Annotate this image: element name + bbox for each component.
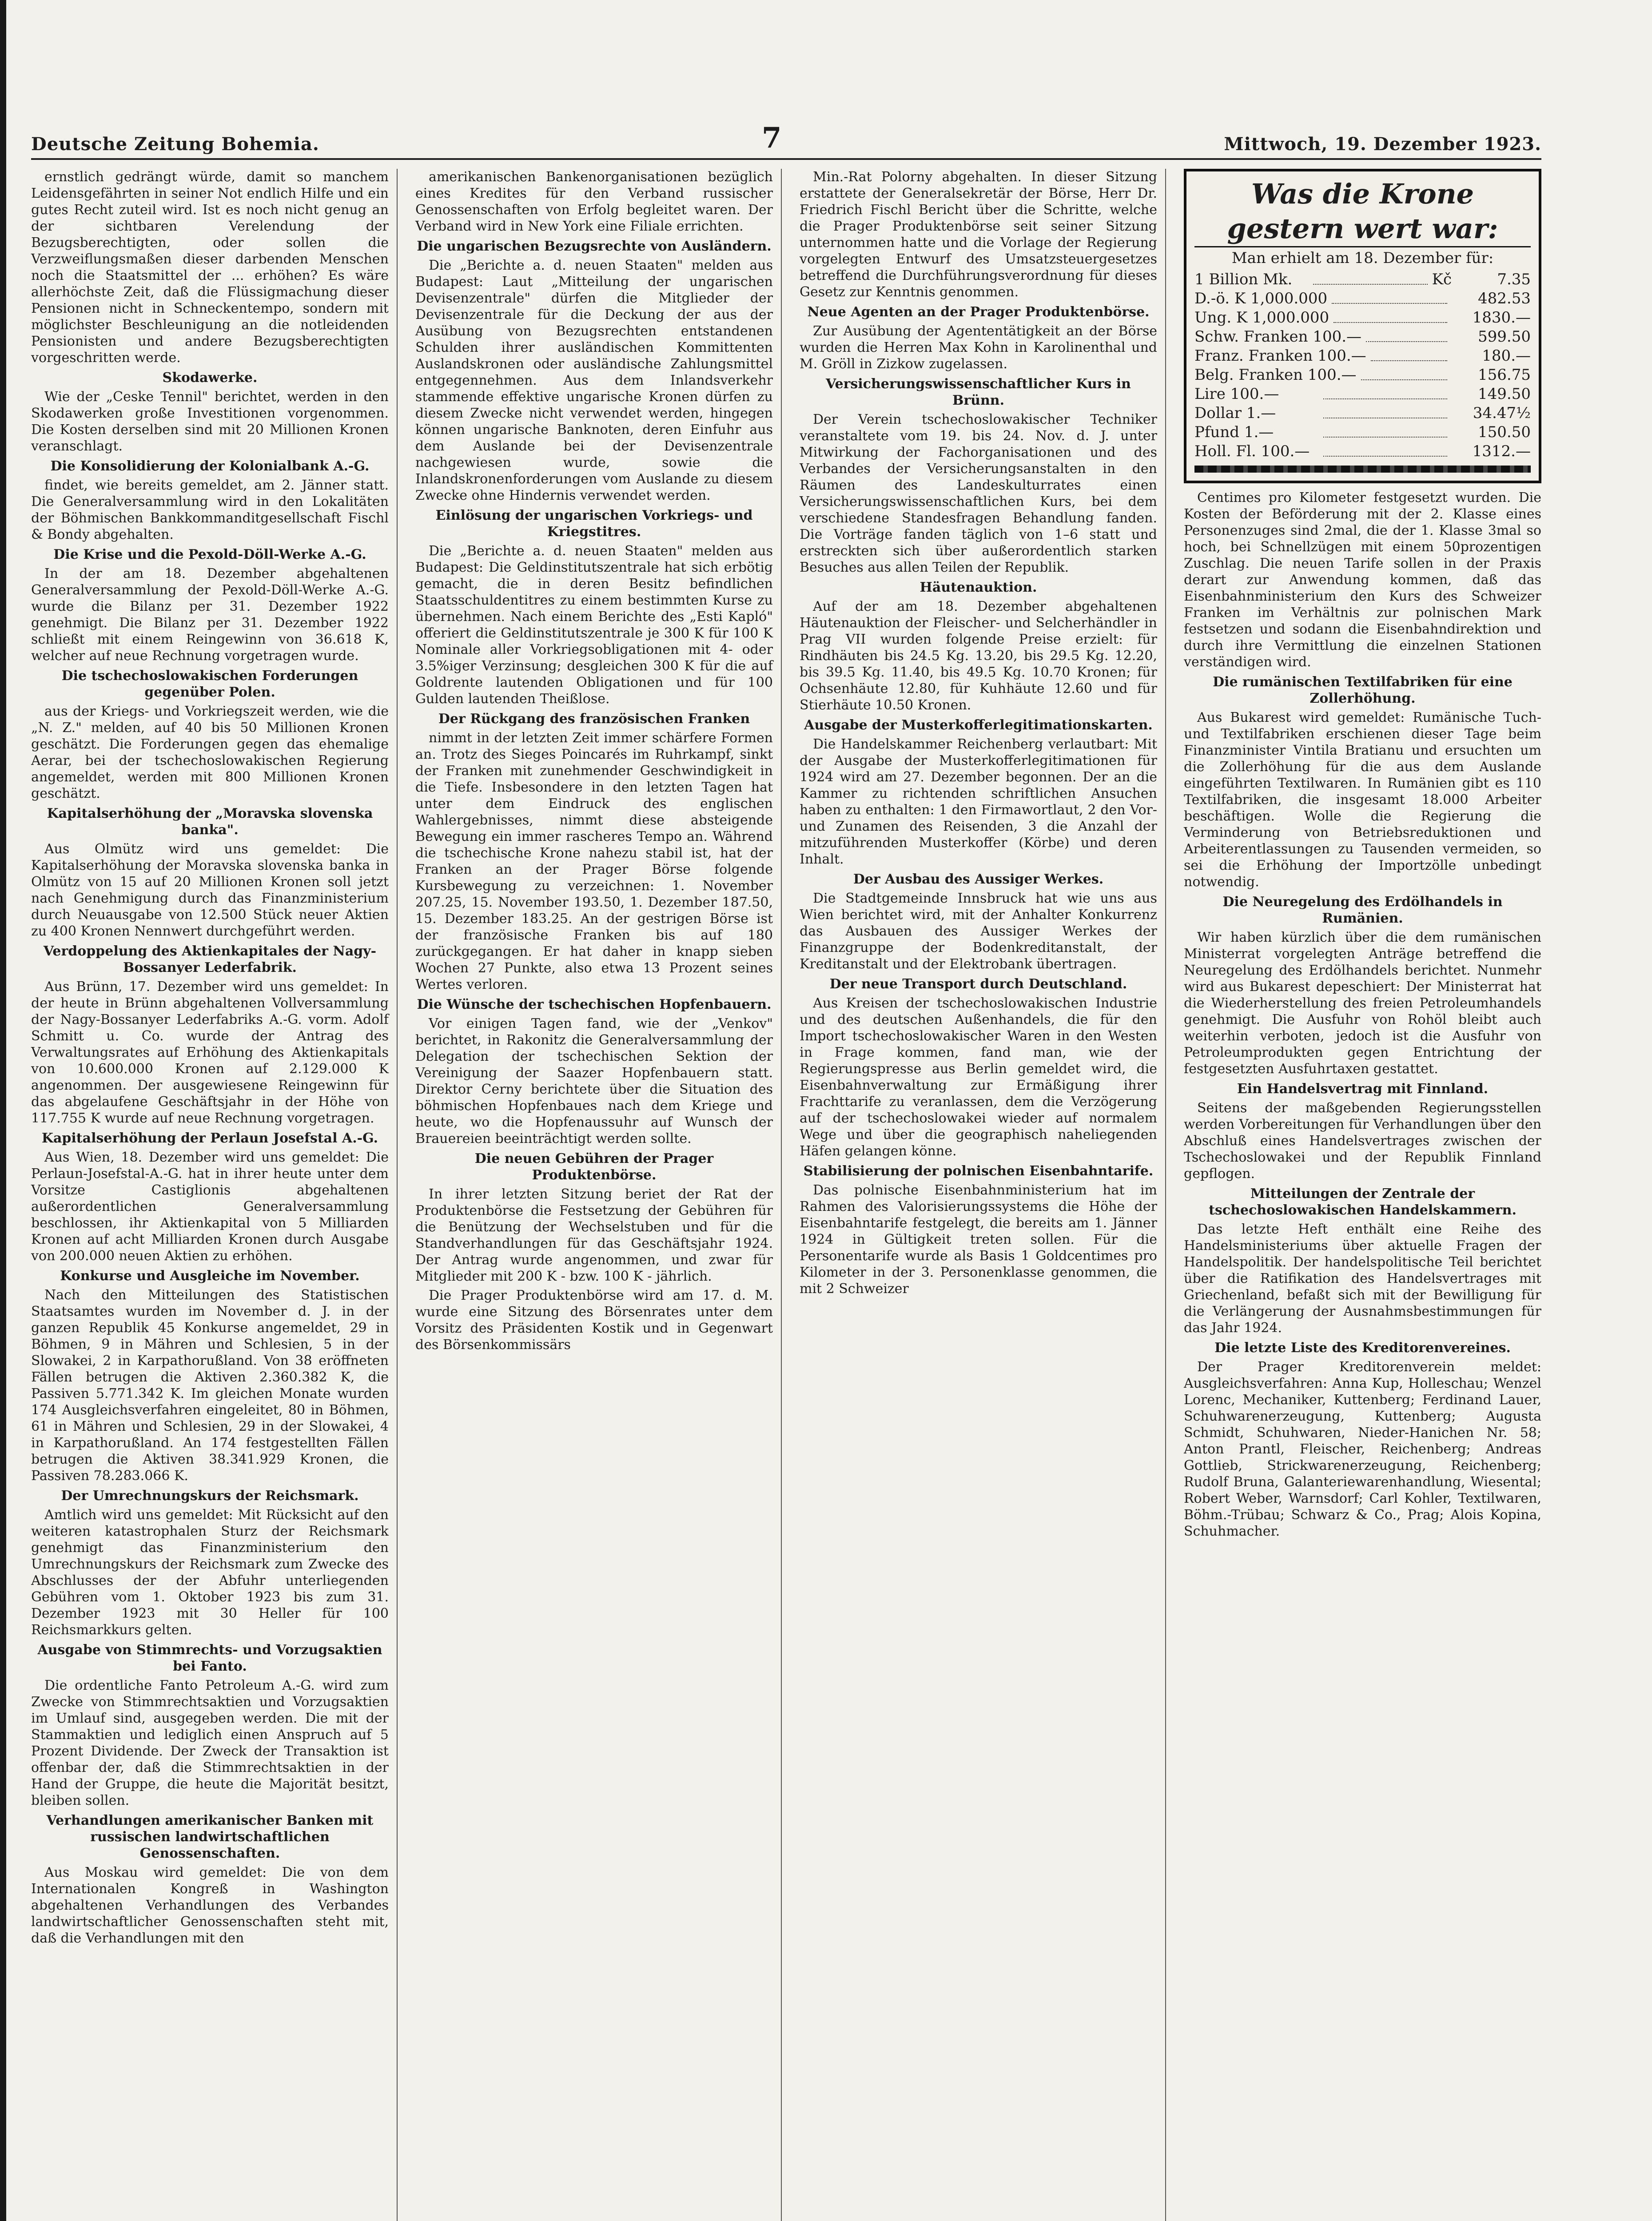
article-heading: Häutenauktion. — [920, 580, 1037, 595]
article-paragraph: Der Prager Kreditorenverein meldet: Ausgleichsverfahren: Anna Kup, Holleschau; Wenzel Lorenc, Mechaniker, Kuttenberg; Ferdinand Lauer, Schuhwarenerzeugung, Kuttenberg; Augusta Schmidt, Schuhwaren, Nieder-Hanichen Nr. 58; Anton Prantl, Fleischer, Reichenberg; Andreas Gottlieb, Strickwarenerzeugung, Reichenberg; Rudolf Bruna, Galanteriewarenhandlung, Wiesental; Robert Weber, Warnsdorf; Carl Kohler, Textilwaren, Böhm.-Trübau; Schwarz & Co., Prag; Alois Kopina, Schuhmacher. — [1184, 1359, 1541, 1539]
leader-dots — [1313, 270, 1427, 285]
article-paragraph: amerikanischen Bankenorganisationen bezüglich eines Kredites für den Verband russischer Genossenschaften von Erfolg begleitet waren. Der Verband wird in New York eine Filiale errichten. — [415, 169, 773, 234]
exchange-rate-row — [1194, 423, 1531, 442]
leader-dots — [1323, 404, 1448, 418]
article-paragraph: Aus Olmütz wird uns gemeldet: Die Kapitalserhöhung der Moravska slovenska banka in Olmütz von 15 auf 20 Millionen Kronen soll jetzt nach Genehmigung durch das Finanzministerium durch Neuausgabe von 12.500 Stück neuer Aktien zu 400 Kronen Nennwert durchgeführt werden. — [31, 841, 389, 939]
article-paragraph: Aus Bukarest wird gemeldet: Rumänische Tuch- und Textilfabriken erschienen dieser Tage beim Finanzminister Vintila Bratianu und ersuchten um die Zollerhöhung für die aus dem Auslande eingeführten Textilwaren. In Rumänien gibt es 110 Textilfabriken, die insgesamt 18.000 Arbeiter beschäftigen. Wolle die Regierung die Verminderung von Betriebsreduktionen und Arbeiterentlassungen zu Tausenden vermeiden, so sei die Erhöhung der Importzölle unbedingt notwendig. — [1184, 710, 1541, 890]
article-paragraph: aus der Kriegs- und Vorkriegszeit werden, wie die „N. Z." melden, auf 40 bis 50 Millionen Kronen geschätzt. Die Forderungen gegen das ehemalige Aerar, bei der tschechoslowakischen Regierung angemeldet, werden mit 800 Millionen Kronen geschätzt. — [31, 704, 389, 801]
article-paragraph: Aus Wien, 18. Dezember wird uns gemeldet: Die Perlaun-Josefstal-A.-G. hat in ihrer heute unter dem Vorsitze Castiglionis abgehaltenen außerordentlichen Generalversammlung beschlossen, ihr Aktienkapital von 5 Milliarden Kronen auf acht Milliarden Kronen durch Ausgabe von 200.000 neuen Aktien zu erhöhen. — [31, 1150, 389, 1264]
leader-dots — [1332, 289, 1447, 304]
exchange-rate-row — [1194, 270, 1531, 289]
currency-label: Franz. Franken 100.— — [1194, 347, 1366, 365]
article-heading: Verhandlungen amerikanischer Banken mit russischen landwirtschaftlichen Genossenschaften. — [46, 1813, 374, 1861]
article-heading: Konkurse und Ausgleiche im November. — [60, 1268, 360, 1284]
exchange-rate-row — [1194, 442, 1531, 461]
article-heading: Kapitalserhöhung der „Moravska slovenska banka". — [47, 806, 373, 838]
currency-label: Schw. Franken 100.— — [1194, 328, 1362, 346]
article-heading: Die rumänischen Textilfabriken für eine Zollerhöhung. — [1213, 674, 1513, 706]
exchange-rate-value: 599.50 — [1478, 328, 1531, 346]
leader-dots — [1323, 442, 1448, 457]
article-paragraph: Die „Berichte a. d. neuen Staaten" melden aus Budapest: Die Geldinstitutszentrale hat sich erbötig gemacht, die in deren Besitz befindlichen Staatsschuldentitres zu einem bestimmten Kurse zu übernehmen. Nach einem Berichte des „Esti Kapló" offeriert die Geldinstitutszentrale je 300 K für 100 K Nominale aller Vorkriegsobligationen mit 4- oder 3.5%iger Verzinsung; desgleichen 300 K für die auf Goldrente lautenden Obligationen und für 100 Gulden lautenden Theißlose. — [415, 543, 773, 707]
article-heading: Neue Agenten an der Prager Produktenbörse. — [807, 304, 1150, 320]
exchange-rate-value: 482.53 — [1478, 290, 1531, 307]
article-columns — [31, 169, 1541, 2221]
currency-label: 1 Billion Mk. — [1194, 271, 1293, 288]
article-paragraph: Wie der „Ceske Tennil" berichtet, werden in den Skodawerken große Investitionen vorgenommen. Die Kosten derselben sind mit 20 Millionen Kronen veranschlagt. — [31, 389, 389, 454]
column-2 — [415, 169, 782, 2221]
column-1 — [31, 169, 398, 2221]
column-4-text — [1184, 490, 1541, 1540]
article-paragraph: Die „Berichte a. d. neuen Staaten" melden aus Budapest: Laut „Mitteilung der ungarischen Devisenzentrale" dürfen die Mitglieder der Devisenzentrale für die Deckung der aus der Ausübung von Bezugsrechten entstandenen Schulden ihrer ausländischen Kommittenten Auslandskronen oder ausländische Zahlungsmittel entgegennehmen. Aus dem Inlandsverkehr stammende effektive ungarische Kronen dürfen zu diesem Zwecke nicht verwendet werden, hingegen können ungarische Banknoten, deren Einfuhr aus dem Auslande bei der Devisenzentrale nachgewiesen wurde, sowie die Inlandskronenforderungen vom Auslande zu diesem Zwecke ohne Hindernis verwendet werden. — [415, 258, 773, 503]
article-paragraph: Amtlich wird uns gemeldet: Mit Rücksicht auf den weiteren katastrophalen Sturz der Reichsmark genehmigt das Finanzministerium den Umrechnungskurs der Reichsmark zum Zwecke des Abschlusses der der Abfuhr unterliegenden Gebühren vom 1. Oktober 1923 bis zum 31. Dezember 1923 mit 30 Heller für 100 Reichsmarkkurs gelten. — [31, 1507, 389, 1638]
leader-dots — [1361, 366, 1447, 380]
exchange-rate-value: 1312.— — [1472, 442, 1531, 460]
article-heading: Ausgabe der Musterkofferlegitimationskarten. — [804, 717, 1153, 733]
exchange-rate-title: Was die Krone gestern wert war: — [1194, 177, 1531, 247]
article-heading: Die Konsolidierung der Kolonialbank A.-G. — [50, 458, 370, 474]
currency-label: Holl. Fl. 100.— — [1194, 442, 1310, 460]
article-paragraph: Centimes pro Kilometer festgesetzt wurden. Die Kosten der Beförderung mit der 2. Klasse eines Personenzuges sind 2mal, die der 1. Klasse 3mal so hoch, bei Schnellzügen mit einem 50prozentigen Zuschlag. Die neuen Tarife sollen in der Praxis derart zur Anwendung kommen, daß das Eisenbahnministerium den Kurs des Schweizer Franken im Verhältnis zur polnischen Mark festsetzen und sodann die Eisenbahndirektion und durch ihre Vermittlung die einzelnen Stationen verständigen wird. — [1184, 490, 1541, 670]
article-paragraph: ernstlich gedrängt würde, damit so manchem Leidensgefährten in seiner Not endlich Hilfe und ein gutes Recht zuteil wird. Ist es noch nicht genug an der sichtbaren Verelendung der Bezugsberechtigten, oder sollen die Verzweiflungsmaßen dieser darbenden Menschen noch die Staatsmittel der ... erhöhen? Es wäre allerhöchste Zeit, daß die Flüssigmachung dieser Pensionen nicht in Schneckentempo, sondern mit möglichster Beschleunigung an die notleidenden Pensionisten und andere Bezugsberechtigten vorgeschritten werde. — [31, 169, 389, 366]
article-heading: Mitteilungen der Zentrale der tschechoslowakischen Handelskammern. — [1209, 1186, 1517, 1218]
article-paragraph: Auf der am 18. Dezember abgehaltenen Häutenauktion der Fleischer- und Selcherhändler in Prag VII wurden folgende Preise erzielt: für Rindhäuten bis 24.5 Kg. 13.20, bis 29.5 Kg. 12.20, bis 39.5 Kg. 11.40, bis 49.5 Kg. 10.70 Kronen; für Ochsenhäute 12.80, für Kuhhäute 12.60 und für Stierhäute 10.50 Kronen. — [800, 599, 1157, 713]
article-paragraph: Die Stadtgemeinde Innsbruck hat wie uns aus Wien berichtet wird, mit der Anhalter Konkurrenz das Ausbauen des Aussiger Werkes der Finanzgruppe der Bodenkreditanstalt, der Kreditanstalt und der Elektrobank übertragen. — [800, 891, 1157, 972]
currency-label: Pfund 1.— — [1194, 423, 1274, 441]
leader-dots — [1371, 346, 1447, 361]
article-heading: Die Krise und die Pexold-Döll-Werke A.-G. — [53, 547, 366, 562]
exchange-rate-row — [1194, 366, 1531, 385]
exchange-rate-value: 34.47½ — [1473, 404, 1531, 422]
exchange-rate-value: 150.50 — [1478, 423, 1531, 441]
exchange-rate-value: 1830.— — [1472, 309, 1531, 326]
article-paragraph: nimmt in der letzten Zeit immer schärfere Formen an. Trotz des Sieges Poincarés im Ruhrkampf, sinkt der Franken mit zunehmender Geschwindigkeit in die Tiefe. Insbesondere in den letzten Tagen hat unter dem Eindruck des englischen Wahlergebnisses, nimmt diese absteigende Bewegung ein immer rascheres Tempo an. Während die tschechische Krone nahezu stabil ist, hat der Franken an der Prager Börse folgende Kursbewegung zu verzeichnen: 1. November 207.25, 15. November 193.50, 1. Dezember 187.50, 15. Dezember 183.25. An der gestrigen Börse ist der französische Franken bis auf 180 zurückgegangen. Er hat daher in knapp sieben Wochen 27 Punkte, also etwa 13 Prozent seines Wertes verloren. — [415, 730, 773, 992]
article-heading: Der Rückgang des französischen Franken — [438, 711, 750, 727]
article-paragraph: Aus Kreisen der tschechoslowakischen Industrie und des deutschen Außenhandels, die für den Import tschechoslowakischer Waren in den Westen in Frage kommen, fand man, wie der Regierungspresse aus Berlin gemeldet wird, die Eisenbahnverwaltung zur Ermäßigung ihrer Frachttarife zu veranlassen, dem die Verzögerung auf der tschechoslowakei wieder auf normalem Wege und über die geographisch naheliegenden Häfen gelangen könne. — [800, 995, 1157, 1159]
article-paragraph: Das letzte Heft enthält eine Reihe des Handelsministeriums über aktuelle Fragen der Handelspolitik. Der handelspolitische Teil berichtet über die Ratifikation des Handelsvertrages mit Griechenland, befaßt sich mit der Bewilligung für die Verlängerung der Ausnahmsbestimmungen für das Jahr 1924. — [1184, 1222, 1541, 1336]
exchange-rate-value: 7.35 — [1497, 271, 1531, 288]
article-paragraph: Die Prager Produktenbörse wird am 17. d. M. wurde eine Sitzung des Börsenrates unter dem Vorsitz des Präsidenten Kostik und in Gegenwart des Börsenkommissärs — [415, 1288, 773, 1353]
article-paragraph: Seitens der maßgebenden Regierungsstellen werden Vorbereitungen für Verhandlungen über den Abschluß eines Handelsvertrages zwischen der Tschechoslowakei und der Republik Finnland gepflogen. — [1184, 1100, 1541, 1182]
newspaper-title: Deutsche Zeitung Bohemia. — [31, 134, 319, 155]
article-heading: Ein Handelsvertrag mit Finnland. — [1237, 1081, 1489, 1097]
article-heading: Skodawerke. — [162, 370, 258, 386]
article-heading: Die neuen Gebühren der Prager Produktenbörse. — [474, 1151, 714, 1183]
article-heading: Die tschechoslowakischen Forderungen gegenüber Polen. — [61, 668, 358, 700]
exchange-rate-row — [1194, 385, 1531, 404]
article-paragraph: Aus Moskau wird gemeldet: Die von dem Internationalen Kongreß in Washington abgehaltenen Verhandlungen des Verbandes landwirtschaftlicher Genossenschaften steht mit, daß die Verhandlungen mit den — [31, 1865, 389, 1946]
article-paragraph: findet, wie bereits gemeldet, am 2. Jänner statt. Die Generalversammlung wird in den Lokalitäten der Böhmischen Bankkommanditgesellschaft Fischl & Bondy abgehalten. — [31, 478, 389, 542]
currency-label: Dollar 1.— — [1194, 404, 1276, 422]
article-paragraph: Zur Ausübung der Agententätigkeit an der Börse wurden die Herren Max Kohn in Karolinenthal und M. Gröll in Zizkow zugelassen. — [800, 323, 1157, 372]
article-heading: Die Neuregelung des Erdölhandels in Rumänien. — [1222, 894, 1503, 926]
article-paragraph: Min.-Rat Polorny abgehalten. In dieser Sitzung erstattete der Generalsekretär der Börse, Herr Dr. Friedrich Fischl Bericht über die Schritte, welche die Prager Produktenbörse seit seiner Sitzung unternommen hatte und die Vorlage der Regierung vorgelegten Entwurf des Umsatzsteuergesetzes betreffend die Durchführungsverordnung für dieses Gesetz zur Kenntnis genommen. — [800, 169, 1157, 300]
exchange-rate-row — [1194, 346, 1531, 366]
article-heading: Die Wünsche der tschechischen Hopfenbauern. — [417, 997, 772, 1012]
exchange-rate-row — [1194, 289, 1531, 308]
article-heading: Kapitalserhöhung der Perlaun Josefstal A.-G. — [41, 1130, 378, 1146]
exchange-rate-list — [1194, 270, 1531, 461]
column-4 — [1184, 169, 1541, 2221]
currency-label: Belg. Franken 100.— — [1194, 366, 1357, 384]
article-heading: Die letzte Liste des Kreditorenvereines. — [1214, 1340, 1511, 1356]
page-header — [31, 121, 1541, 160]
article-paragraph: Die Handelskammer Reichenberg verlautbart: Mit der Ausgabe der Musterkofferlegitimationen für 1924 wird am 27. Dezember begonnen. Der an die Kammer zu richtenden schriftlichen Ansuchen haben zu enthalten: 1 den Firmawortlaut, 2 den Vor- und Zunamen des Reisenden, 3 die Anzahl der mitzuführenden Musterkoffer (Körbe) und deren Inhalt. — [800, 736, 1157, 867]
article-heading: Der Umrechnungskurs der Reichsmark. — [61, 1488, 359, 1504]
article-heading: Der Ausbau des Aussiger Werkes. — [853, 872, 1104, 887]
article-paragraph: Nach den Mitteilungen des Statistischen Staatsamtes wurden im November d. J. in der ganzen Republik 45 Konkurse angemeldet, 29 in Böhmen, 9 in Mähren und Schlesien, 5 in der Slowakei, 2 in Karpathorußland. Von 38 eröffneten Fällen betrugen die Aktiven 2.360.382 K, die Passiven 5.771.342 K. Im gleichen Monate wurden 174 Ausgleichsverfahren eingeleitet, 80 in Böhmen, 61 in Mähren und Schlesien, 29 in der Slowakei, 4 in Karpathorußland. An 174 festgestellten Fällen betrugen die Aktiven 38.341.929 Kronen, die Passiven 78.283.066 K. — [31, 1287, 389, 1484]
article-heading: Versicherungswissenschaftlicher Kurs in Brünn. — [825, 376, 1131, 408]
currency-unit: Kč — [1432, 271, 1452, 288]
currency-label: Ung. K 1,000.000 — [1194, 309, 1330, 326]
article-paragraph: Vor einigen Tagen fand, wie der „Venkov" berichtet, in Rakonitz die Generalversammlung der Delegation der tschechischen Sektion der Vereinigung der Saazer Hopfenbauern statt. Direktor Cerny berichtete über die Situation des böhmischen Hopfenbaues nach dem Kriege und heute, wo die Hopfenaussuhr auf Wunsch der Brauereien beeinträchtigt werden sollte. — [415, 1016, 773, 1146]
article-paragraph: Wir haben kürzlich über die dem rumänischen Ministerrat vorgelegten Anträge betreffend die Neuregelung des Erdölhandels berichtet. Nunmehr wird aus Bukarest depeschiert: Der Ministerrat hat die Wiederherstellung des freien Petroleumhandels genehmigt. Die Ausfuhr von Rohöl bleibt auch weiterhin verboten, jedoch ist die Ausfuhr von Petroleumprodukten gegen Entrichtung der festgesetzten Ausfuhrtaxen gestattet. — [1184, 930, 1541, 1077]
article-paragraph: In der am 18. Dezember abgehaltenen Generalversammlung der Pexold-Döll-Werke A.-G. wurde die Bilanz per 31. Dezember 1922 genehmigt. Die Bilanz per 31. Dezember 1922 schließt mit einem Reingewinn von 36.618 K, welcher auf neue Rechnung vorgetragen wurde. — [31, 566, 389, 664]
exchange-rate-row — [1194, 404, 1531, 423]
article-paragraph: Aus Brünn, 17. Dezember wird uns gemeldet: In der heute in Brünn abgehaltenen Vollversammlung der Nagy-Bossanyer Lederfabriks A.-G. vorm. Adolf Schmitt u. Co. wurde der Antrag des Verwaltungsrates auf Erhöhung des Aktienkapitals von 10.600.000 Kronen auf 2.129.000 K angenommen. Der ausgewiesene Reingewinn für das abgelaufene Geschäftsjahr in der Höhe von 117.755 K wurde auf neue Rechnung vorgetragen. — [31, 979, 389, 1126]
article-heading: Stabilisierung der polnischen Eisenbahntarife. — [803, 1163, 1154, 1179]
article-paragraph: Die ordentliche Fanto Petroleum A.-G. wird zum Zwecke von Stimmrechtsaktien und Vorzugsaktien im Umlauf sind, ausgegeben werden. Die mit der Stammaktien und lediglich einen Anspruch auf 5 Prozent Dividende. Der Zweck der Transaktion ist offenbar der, daß die Stimmrechtsaktien in der Hand der Gruppe, die heute die Majorität besitzt, bleiben sollen. — [31, 1678, 389, 1808]
exchange-rate-row — [1194, 308, 1531, 327]
leader-dots — [1323, 385, 1448, 399]
scan-edge — [0, 0, 6, 2221]
leader-dots — [1323, 423, 1448, 438]
box-rule — [1194, 466, 1531, 473]
exchange-rate-value: 156.75 — [1478, 366, 1531, 384]
leader-dots — [1334, 308, 1447, 323]
currency-label: Lire 100.— — [1194, 385, 1279, 403]
article-paragraph: Das polnische Eisenbahnministerium hat im Rahmen des Valorisierungssystems die Höhe der Eisenbahntarife festgelegt, die bereits am 1. Jänner 1924 in Gültigkeit treten sollen. Für die Personentarife wurde als Basis 1 Goldcentimes pro Kilometer in der 3. Personenklasse genommen, die mit 2 Schweizer — [800, 1182, 1157, 1297]
exchange-rate-value: 149.50 — [1478, 385, 1531, 403]
leader-dots — [1366, 327, 1447, 342]
column-3 — [800, 169, 1166, 2221]
article-heading: Ausgabe von Stimmrechts- und Vorzugsaktien bei Fanto. — [37, 1642, 382, 1674]
article-paragraph: In ihrer letzten Sitzung beriet der Rat der Produktenbörse die Festsetzung der Gebühren für die Benützung der Wechselstuben und für die Standverhandlungen für das Geschäftsjahr 1924. Der Antrag wurde angenommen, und zwar für Mitglieder mit 200 K - bzw. 100 K - jährlich. — [415, 1186, 773, 1284]
currency-label: D.-ö. K 1,000.000 — [1194, 290, 1328, 307]
article-heading: Die ungarischen Bezugsrechte von Ausländern. — [417, 239, 772, 254]
issue-date: Mittwoch, 19. Dezember 1923. — [1224, 134, 1541, 155]
exchange-rate-row — [1194, 327, 1531, 346]
exchange-rate-box — [1184, 169, 1541, 483]
page-number: 7 — [761, 121, 782, 155]
article-heading: Der neue Transport durch Deutschland. — [829, 976, 1127, 992]
article-paragraph: Der Verein tschechoslowakischer Techniker veranstaltete vom 19. bis 24. Nov. d. J. unter Mitwirkung der Fachorganisationen und des Verbandes der Versicherungsanstalten in den Räumen des Landeskulturrates einen Versicherungswissenschaftlichen Kurs, bei dem verschiedene Standesfragen Behandlung fanden. Die Vorträge fanden täglich von 1–6 statt und erstreckten sich über außerordentlich starken Besuches aus allen Teilen der Republik. — [800, 412, 1157, 575]
article-heading: Verdoppelung des Aktienkapitales der Nagy-Bossanyer Lederfabrik. — [43, 943, 377, 975]
article-heading: Einlösung der ungarischen Vorkriegs- und Kriegstitres. — [435, 508, 753, 540]
exchange-rate-subtitle: Man erhielt am 18. Dezember für: — [1231, 249, 1494, 267]
exchange-rate-value: 180.— — [1482, 347, 1531, 365]
